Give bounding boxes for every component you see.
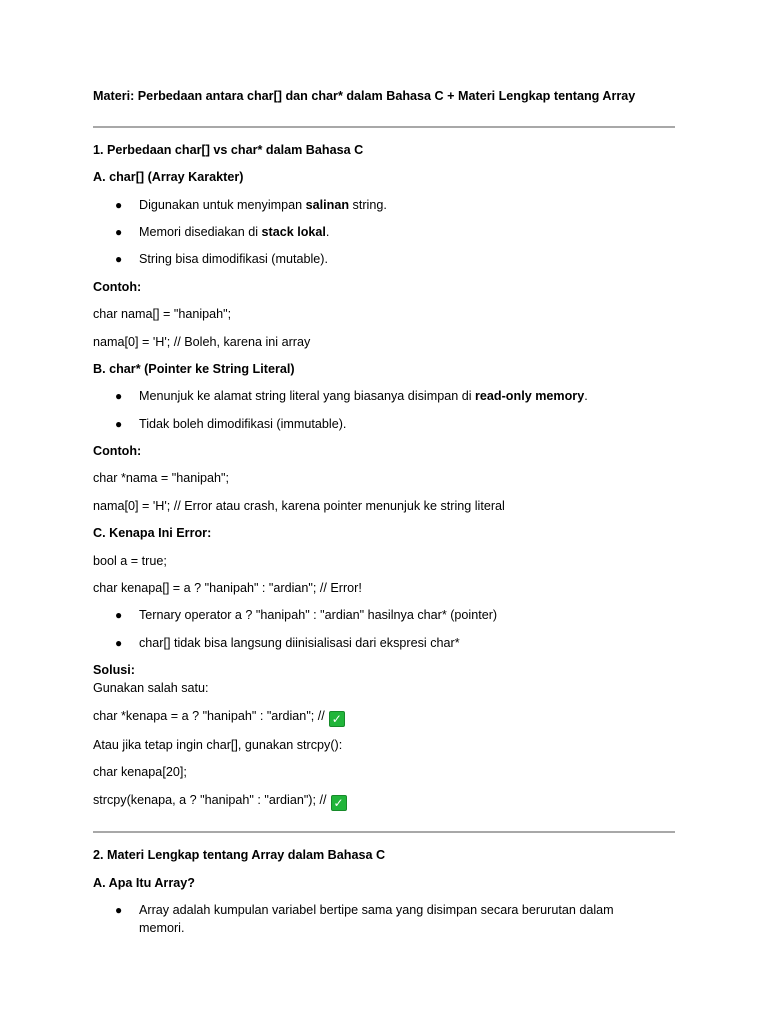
check-icon: ✓ [331, 795, 347, 811]
bullet-marker: ● [115, 417, 123, 431]
code-line: nama[0] = 'H'; // Error atau crash, karena pointer menunjuk ke string literal [93, 499, 505, 513]
bullet-marker: ● [115, 608, 123, 622]
check-icon: ✓ [329, 711, 345, 727]
section1a-heading: A. char[] (Array Karakter) [93, 170, 244, 184]
section2a-heading: A. Apa Itu Array? [93, 876, 195, 890]
bullet-item: Tidak boleh dimodifikasi (immutable). [139, 417, 347, 431]
section1b-heading: B. char* (Pointer ke String Literal) [93, 362, 295, 376]
bullet-item: Memori disediakan di stack lokal. [139, 225, 330, 239]
solution-alt: Atau jika tetap ingin char[], gunakan strcpy(): [93, 738, 343, 752]
code-line: char kenapa[20]; [93, 765, 187, 779]
bullet-item: Menunjuk ke alamat string literal yang biasanya disimpan di read-only memory. [139, 389, 588, 403]
bullet-marker: ● [115, 225, 123, 239]
code-line: char kenapa[] = a ? "hanipah" : "ardian"; // Error! [93, 581, 362, 595]
divider [93, 831, 675, 833]
bullet-item: Ternary operator a ? "hanipah" : "ardian" hasilnya char* (pointer) [139, 608, 498, 622]
code-line: strcpy(kenapa, a ? "hanipah" : "ardian"); // ✓ [93, 792, 347, 811]
section1-heading: 1. Perbedaan char[] vs char* dalam Bahasa C [93, 143, 364, 157]
code-line: char *kenapa = a ? "hanipah" : "ardian"; // ✓ [93, 708, 345, 727]
code-line: char *nama = "hanipah"; [93, 471, 230, 485]
bullet-marker: ● [115, 389, 123, 403]
section2-heading: 2. Materi Lengkap tentang Array dalam Bahasa C [93, 848, 386, 862]
bullet-item: Array adalah kumpulan variabel bertipe sama yang disimpan secara berurutan dalam memori. [139, 903, 614, 935]
divider [93, 126, 675, 128]
code-line: char nama[] = "hanipah"; [93, 307, 232, 321]
bullet-marker: ● [115, 903, 123, 917]
bullet-item: Digunakan untuk menyimpan salinan string. [139, 198, 387, 212]
solution-intro: Gunakan salah satu: [93, 681, 209, 695]
bullet-item: char[] tidak bisa langsung diinisialisasi dari ekspresi char* [139, 636, 460, 650]
example-label: Contoh: [93, 280, 142, 294]
example-label: Contoh: [93, 444, 142, 458]
document-title: Materi: Perbedaan antara char[] dan char* dalam Bahasa C + Materi Lengkap tentang Array [93, 89, 636, 103]
code-line: bool a = true; [93, 554, 167, 568]
bullet-item: String bisa dimodifikasi (mutable). [139, 252, 328, 266]
bullet-marker: ● [115, 252, 123, 266]
solution-label: Solusi: [93, 663, 135, 677]
section1c-heading: C. Kenapa Ini Error: [93, 526, 212, 540]
bullet-marker: ● [115, 198, 123, 212]
bullet-marker: ● [115, 636, 123, 650]
code-line: nama[0] = 'H'; // Boleh, karena ini array [93, 335, 311, 349]
